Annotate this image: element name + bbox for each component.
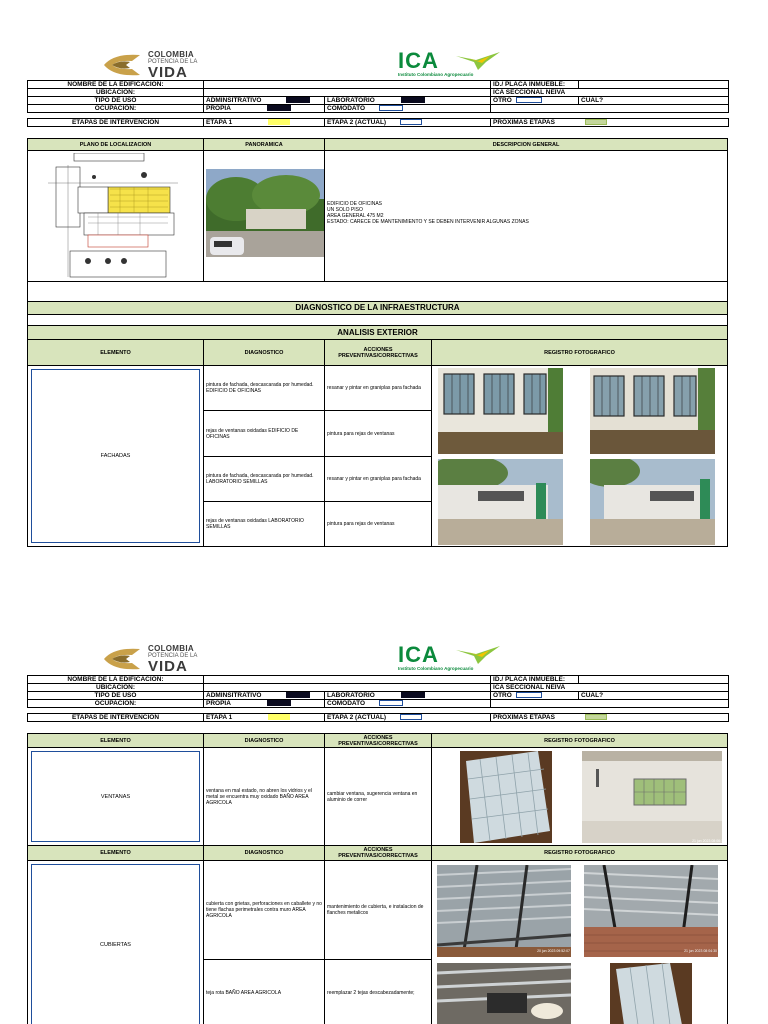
cubiertas-label: CUBIERTAS bbox=[31, 864, 200, 1024]
id-label: ID./ PLACA INMUEBLE: bbox=[491, 81, 579, 89]
ica-bird-icon bbox=[456, 646, 500, 664]
etapa2-swatch bbox=[400, 714, 422, 720]
fachadas-diag-4: rejas de ventanas oxidadas LABORATORIO SEMILLAS bbox=[203, 501, 325, 547]
colombia-line3: VIDA bbox=[148, 658, 188, 675]
cubierta-photo-4 bbox=[610, 963, 692, 1024]
id-label: ID./ PLACA INMUEBLE: bbox=[491, 676, 579, 684]
colombia-line2: POTENCIA DE LA bbox=[148, 59, 198, 65]
cubiertas-acc-1: mantenimiento de cubierta, e instalacion de flanches metalicos bbox=[324, 860, 432, 960]
cubierta-photo-2 bbox=[584, 865, 718, 957]
ubicacion-label: UBICACION: bbox=[28, 89, 204, 97]
otro-check bbox=[516, 692, 542, 698]
ica-word: ICA bbox=[398, 48, 439, 73]
col-elemento-header-2: ELEMENTO bbox=[27, 733, 204, 748]
col-acciones-header-2: ACCIONES PREVENTIVAS/CORRECTIVAS bbox=[324, 733, 432, 748]
cubiertas-acc-2: reemplazar 2 tejas descabezadamente; bbox=[324, 959, 432, 1024]
ventana-photo-stamp: 21 jun 2023 08:06:15 bbox=[692, 839, 725, 843]
nombre-label: NOMBRE DE LA EDIFICACION: bbox=[28, 81, 204, 89]
cubierta-photo-stamp-2: 21 jun 2023 08:04:30 bbox=[684, 949, 717, 953]
ventanas-label: VENTANAS bbox=[31, 751, 200, 842]
col-diagnostico-header-2: DIAGNOSTICO bbox=[203, 733, 325, 748]
descripcion-line-2: UN SOLO PISO bbox=[327, 207, 363, 213]
col-registro-header: REGISTRO FOTOGRAFICO bbox=[431, 339, 728, 366]
fachadas-diag-1: pintura de fachada, descascarada por humedad. EDIFICIO DE OFICINAS bbox=[203, 365, 325, 411]
colombia-mark-icon bbox=[102, 645, 142, 673]
etapa1: ETAPA 1 bbox=[204, 119, 325, 127]
cual-label: CUAL? bbox=[579, 692, 729, 700]
nombre-label: NOMBRE DE LA EDIFICACION: bbox=[28, 676, 204, 684]
ubicacion-value: ICA SECCIONAL NEIVA bbox=[491, 684, 729, 692]
fachadas-diag-3: pintura de fachada, descascarada por humedad. LABORATORIO SEMILLAS bbox=[203, 456, 325, 502]
lab-check bbox=[401, 692, 425, 698]
col-elemento-header-3: ELEMENTO bbox=[27, 845, 204, 861]
proximas-swatch bbox=[585, 714, 607, 720]
ocupacion-propia: PROPIA bbox=[204, 105, 325, 113]
analisis-title: ANALISIS EXTERIOR bbox=[27, 325, 728, 340]
ventana-photo-1 bbox=[460, 751, 552, 843]
etapas-label: ETAPAS DE INTERVENCION bbox=[28, 119, 204, 127]
colombia-line1: COLOMBIA bbox=[148, 50, 194, 59]
comodato-check bbox=[379, 700, 403, 706]
col-acciones-header-3: ACCIONES PREVENTIVAS/CORRECTIVAS bbox=[324, 845, 432, 861]
col-diagnostico-header: DIAGNOSTICO bbox=[203, 339, 325, 366]
etapa1-swatch bbox=[268, 714, 290, 720]
cubiertas-photos bbox=[431, 860, 728, 1024]
cubierta-photo-3 bbox=[437, 963, 571, 1024]
tipo-lab: LABORATORIO bbox=[325, 97, 491, 105]
ubicacion-label: UBICACION: bbox=[28, 684, 204, 692]
fachadas-acc-3: resanar y pintar en graniplas para fachada bbox=[324, 456, 432, 502]
ventanas-acc: cambiar ventana, sugerencia ventana en aluminio de correr bbox=[324, 747, 432, 846]
ocupacion-label: OCUPACION: bbox=[28, 700, 204, 708]
ocupacion-comodato: COMODATO bbox=[325, 105, 491, 113]
col-diagnostico-header-3: DIAGNOSTICO bbox=[203, 845, 325, 861]
cubierta-photo-1 bbox=[437, 865, 571, 957]
cubiertas-diag-1: cubierta con grietas, perforaciones en caballete y no tiene flachas perimetrales contra muro AREA AGRICOLA bbox=[203, 860, 325, 960]
colombia-line1: COLOMBIA bbox=[148, 644, 194, 653]
diagnostico-title: DIAGNOSTICO DE LA INFRAESTRUCTURA bbox=[27, 301, 728, 315]
panoramica-header: PANORAMICA bbox=[203, 138, 325, 151]
proximas: PROXIMAS ETAPAS bbox=[491, 119, 729, 127]
fachadas-diag-2: rejas de ventanas oxidadas EDIFICIO DE OFICINAS bbox=[203, 410, 325, 457]
colombia-line3: VIDA bbox=[148, 64, 188, 81]
colombia-line2: POTENCIA DE LA bbox=[148, 653, 198, 659]
etapa2: ETAPA 2 (ACTUAL) bbox=[325, 119, 491, 127]
cubierta-photo-stamp-1: 20 jun 2023 09:52:07 bbox=[537, 949, 570, 953]
ocupacion-label: OCUPACION: bbox=[28, 105, 204, 113]
colombia-logo-2 bbox=[102, 642, 206, 676]
fachadas-acc-2: pintura para rejas de ventanas bbox=[324, 410, 432, 457]
descripcion-line-3: AREA GENERAL 475 M2 bbox=[327, 213, 384, 219]
col-elemento-header: ELEMENTO bbox=[27, 339, 204, 366]
ica-subtitle: Instituto Colombiano Agropecuario bbox=[398, 72, 474, 77]
fachadas-label: FACHADAS bbox=[31, 369, 200, 543]
ventanas-element bbox=[27, 747, 204, 846]
etapas-label: ETAPAS DE INTERVENCION bbox=[28, 714, 204, 722]
cubiertas-element bbox=[27, 860, 204, 1024]
ventanas-diag: ventana en mal estado, no abren los vidrios y el metal se encuentra muy oxidado BAÑO AREA AGRICOLA bbox=[203, 747, 325, 846]
fachadas-acc-1: resanar y pintar en graniplas para fachada bbox=[324, 365, 432, 411]
tipo-otro: OTRO bbox=[491, 97, 579, 105]
descripcion-line-1: EDIFICIO DE OFICINAS bbox=[327, 201, 383, 207]
col-registro-header-2: REGISTRO FOTOGRAFICO bbox=[431, 733, 728, 748]
col-registro-header-3: REGISTRO FOTOGRAFICO bbox=[431, 845, 728, 861]
descripcion-header: DESCRIPCION GENERAL bbox=[324, 138, 728, 151]
tipo-label: TIPO DE USO bbox=[28, 692, 204, 700]
ica-subtitle: Instituto Colombiano Agropecuario bbox=[398, 666, 474, 671]
tipo-admin: ADMINSITRATIVO bbox=[204, 97, 325, 105]
fachadas-acc-4: pintura para rejas de ventanas bbox=[324, 501, 432, 547]
ventanas-photos bbox=[431, 747, 728, 846]
ventana-photo-2 bbox=[582, 751, 722, 843]
ica-word: ICA bbox=[398, 642, 439, 667]
descripcion-line-4: ESTADO: CARECE DE MANTENIMIENTO Y SE DEBEN INTERVENIR ALGUNAS ZONAS bbox=[327, 219, 529, 225]
header-table-2: NOMBRE DE LA EDIFICACION: ID./ PLACA INMUEBLE: UBICACION: ICA SECCIONAL NEIVA TIPO DE USO ADMINSITRATIVO LABORATORIO OTRO CUAL? OCUPACION: PROPIA COMODATO ETAPAS DE INTERVENCION ETAPA 1 ETAPA 2 (ACTUAL) PROXIMAS ETAPAS bbox=[27, 675, 729, 722]
ubicacion-value: ICA SECCIONAL NEIVA bbox=[491, 89, 729, 97]
col-acciones-header: ACCIONES PREVENTIVAS/CORRECTIVAS bbox=[324, 339, 432, 366]
admin-check bbox=[286, 692, 310, 698]
cubiertas-diag-2: teja rota BAÑO AREA AGRICOLA bbox=[203, 959, 325, 1024]
cual-label: CUAL? bbox=[579, 97, 729, 105]
tipo-label: TIPO DE USO bbox=[28, 97, 204, 105]
propia-check bbox=[267, 700, 291, 706]
ica-logo-2 bbox=[398, 642, 500, 676]
plano-header: PLANO DE LOCALIZACION bbox=[27, 138, 204, 151]
